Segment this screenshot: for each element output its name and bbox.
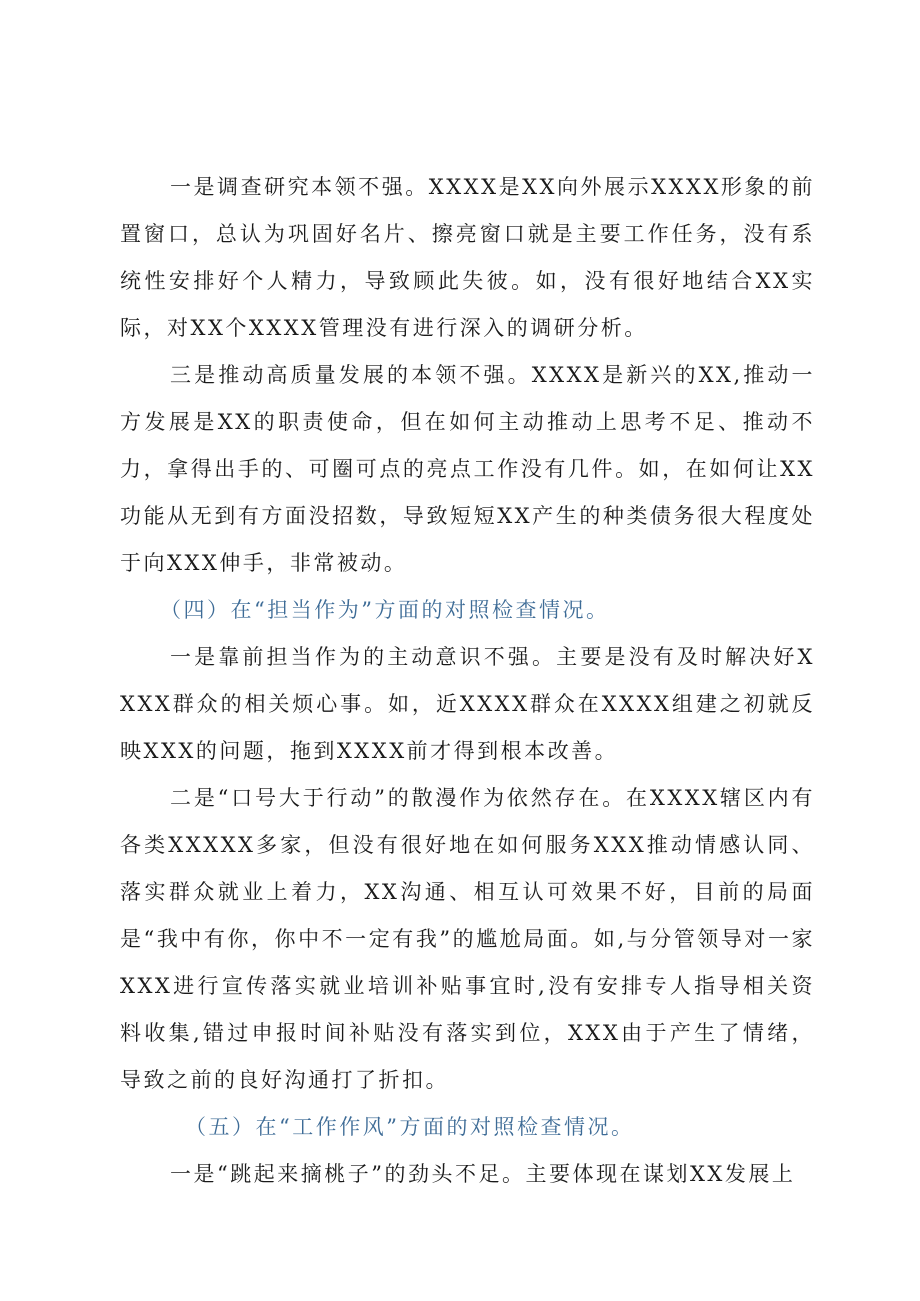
paragraph-slogan-over-action: 二是“口号大于行动”的散漫作为依然存在。在XXXX辖区内有各类XXXXX多家，但没有很好地在如何服务XXX推动情感认同、落实群众就业上着力，XX沟通、相互认可效果不好，目前的局面是“我中有你，你中不一定有我”的尴尬局面。如,与分管领导对一家XXX进行宣传落实就业培训补贴事宜时,没有安排专人指导相关资料收集,错过申报时间补贴没有落实到位，XXX由于产生了情绪，导致之前的良好沟通打了折扣。	[120, 786, 815, 1092]
paragraph-drive-lacking: 一是“跳起来摘桃子”的劲头不足。主要体现在谋划XX发展上	[170, 1162, 796, 1186]
paragraph-research-ability: 一是调查研究本领不强。XXXX是XX向外展示XXXX形象的前置窗口，总认为巩固好名片、擦亮窗口就是主要工作任务，没有系统性安排好个人精力，导致顾此失彼。如，没有很好地结合XX实际，对XX个XXXX管理没有进行深入的调研分析。	[120, 175, 815, 340]
paragraph-initiative-awareness: 一是靠前担当作为的主动意识不强。主要是没有及时解决好XXXX群众的相关烦心事。如，近XXXX群众在XXXX组建之初就反映XXX的问题，拖到XXXX前才得到根本改善。	[120, 645, 815, 763]
section-heading-work-style: （五）在“工作作风”方面的对照检查情况。	[185, 1115, 635, 1139]
document-body	[120, 164, 815, 1198]
section-heading-responsibility: （四）在“担当作为”方面的对照检查情况。	[160, 598, 610, 622]
paragraph-development-ability: 三是推动高质量发展的本领不强。XXXX是新兴的XX,推动一方发展是XX的职责使命，但在如何主动推动上思考不足、推动不力，拿得出手的、可圈可点的亮点工作没有几件。如，在如何让XX功能从无到有方面没招数，导致短短XX产生的种类债务很大程度处于向XXX伸手，非常被动。	[120, 363, 815, 575]
